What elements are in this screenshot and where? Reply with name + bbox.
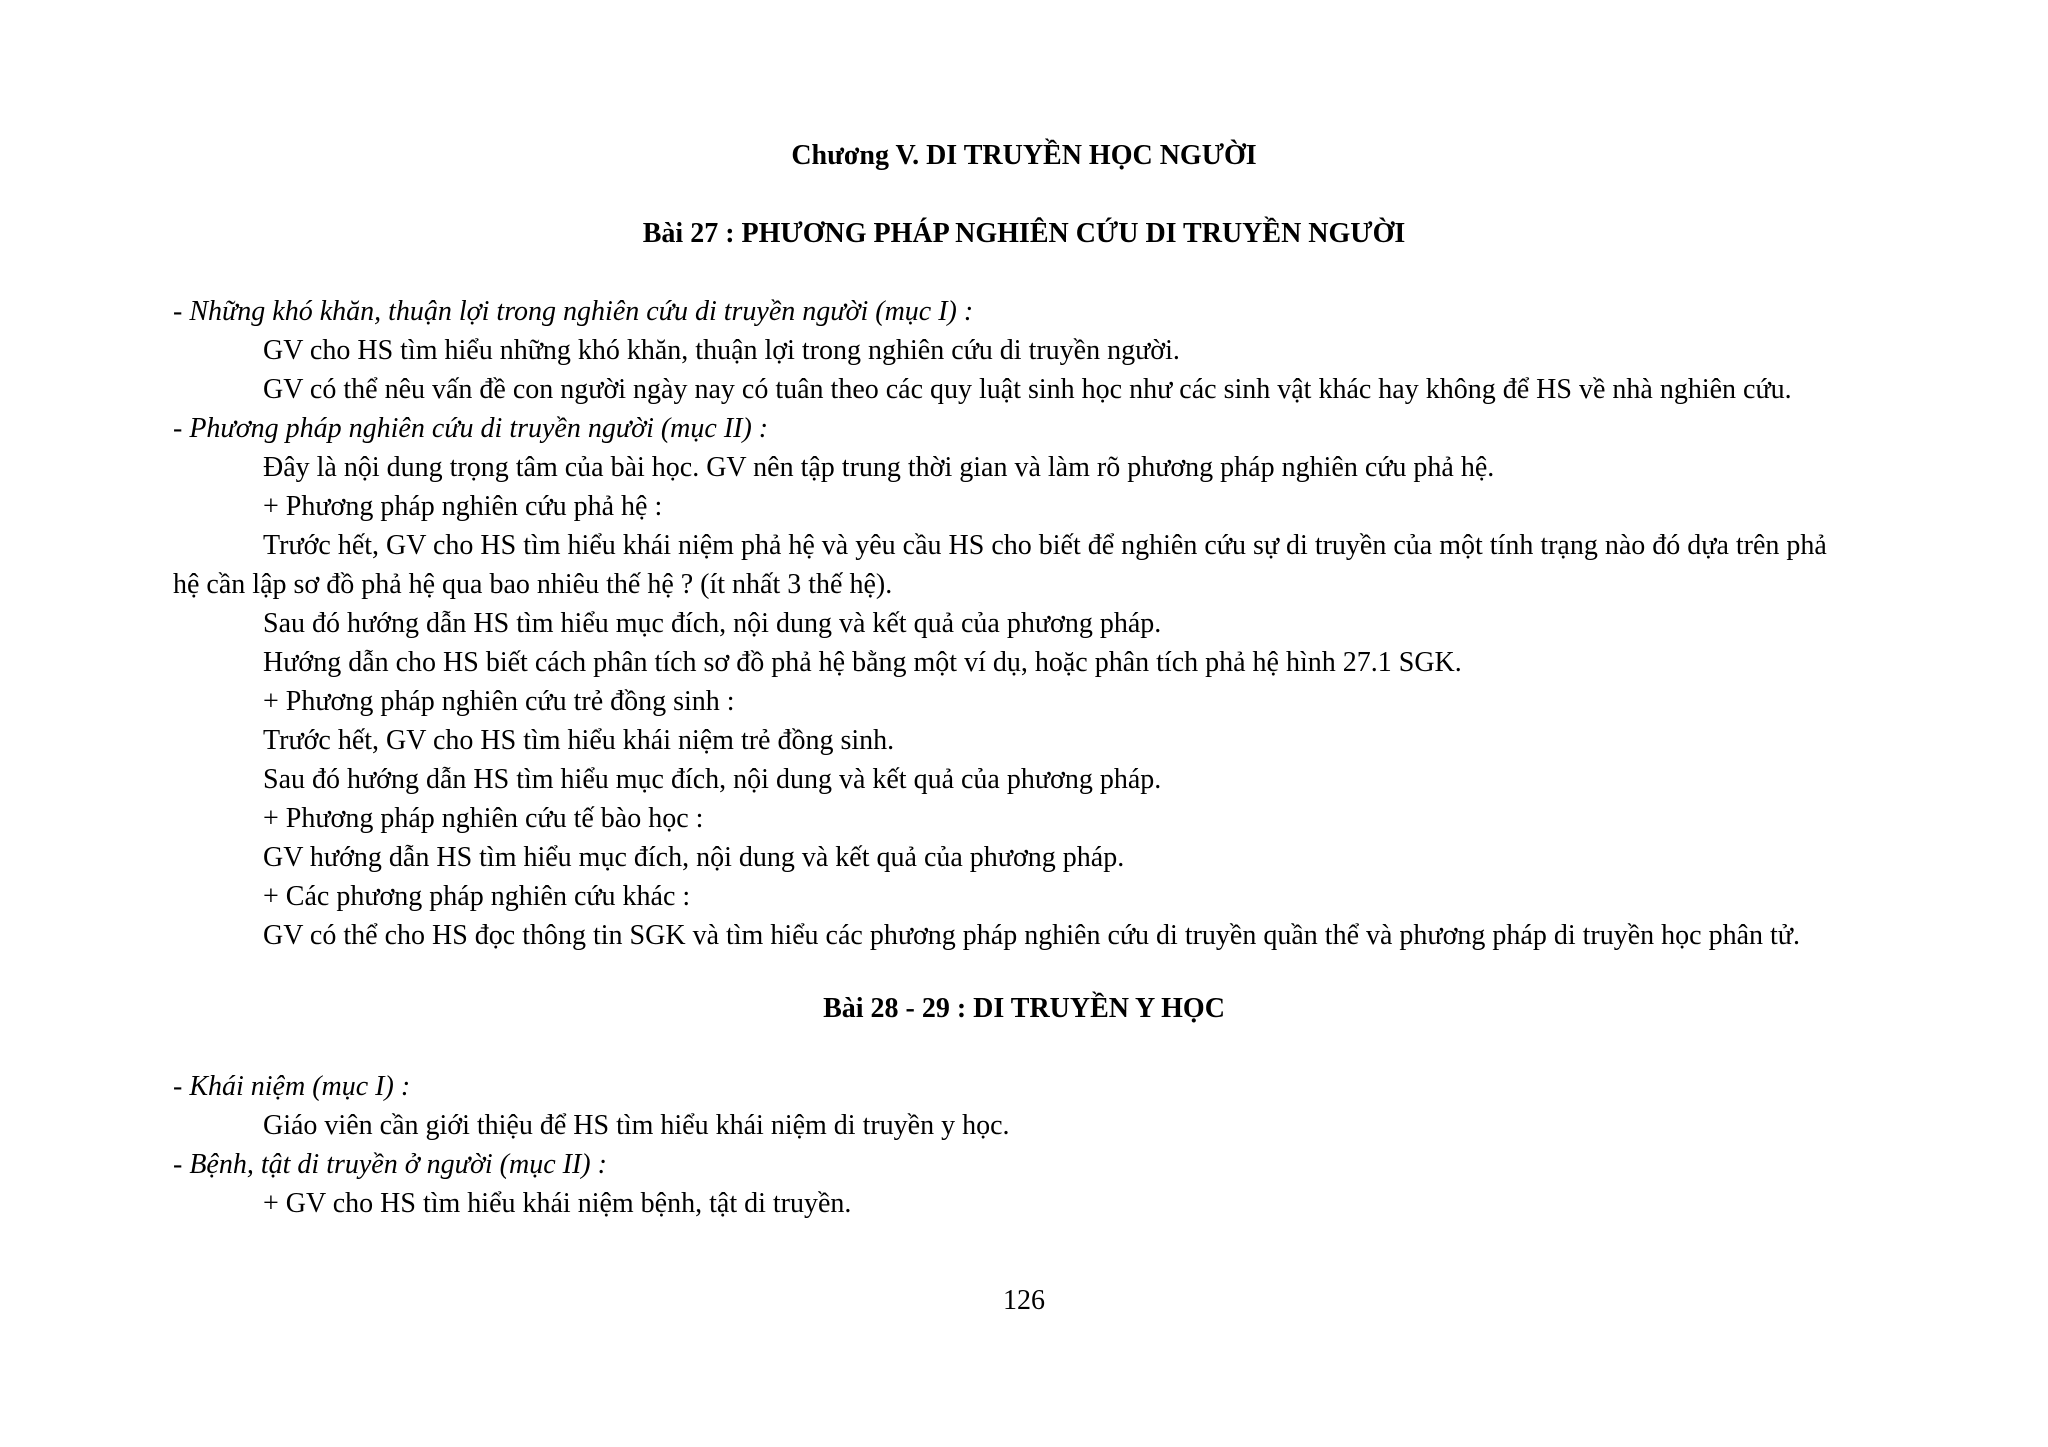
paragraph-line: Hướng dẫn cho HS biết cách phân tích sơ đồ phả hệ bằng một ví dụ, hoặc phân tích phả hệ hình 27.1 SGK.	[263, 647, 1462, 678]
method-heading-twins: + Phương pháp nghiên cứu trẻ đồng sinh :	[263, 686, 735, 717]
method-heading-cytology: + Phương pháp nghiên cứu tế bào học :	[263, 803, 704, 834]
section-heading-diseases: - Bệnh, tật di truyền ở người (mục II) :	[173, 1149, 607, 1180]
paragraph-line: + GV cho HS tìm hiểu khái niệm bệnh, tật di truyền.	[263, 1188, 852, 1219]
paragraph-line: Sau đó hướng dẫn HS tìm hiểu mục đích, nội dung và kết quả của phương pháp.	[263, 608, 1162, 639]
page-number: 126	[1003, 1285, 1045, 1316]
lesson-28-29-title: Bài 28 - 29 : DI TRUYỀN Y HỌC	[823, 993, 1225, 1024]
paragraph-line: hệ cần lập sơ đồ phả hệ qua bao nhiêu thế hệ ? (ít nhất 3 thế hệ).	[173, 569, 893, 600]
paragraph-line: Đây là nội dung trọng tâm của bài học. GV nên tập trung thời gian và làm rõ phương pháp nghiên cứu phả hệ.	[263, 452, 1495, 483]
method-heading-pedigree: + Phương pháp nghiên cứu phả hệ :	[263, 491, 663, 522]
lesson-27-title: Bài 27 : PHƯƠNG PHÁP NGHIÊN CỨU DI TRUYỀN NGƯỜI	[642, 218, 1406, 249]
paragraph-line: GV hướng dẫn HS tìm hiểu mục đích, nội dung và kết quả của phương pháp.	[263, 842, 1125, 873]
section-heading-concept: - Khái niệm (mục I) :	[173, 1071, 411, 1102]
paragraph-line: Giáo viên cần giới thiệu để HS tìm hiểu khái niệm di truyền y học.	[263, 1110, 1010, 1141]
paragraph-line: Trước hết, GV cho HS tìm hiểu khái niệm phả hệ và yêu cầu HS cho biết để nghiên cứu sự di truyền của một tính trạng nào đó dựa trên phả	[263, 530, 1827, 561]
paragraph-line: GV cho HS tìm hiểu những khó khăn, thuận lợi trong nghiên cứu di truyền người.	[263, 335, 1180, 366]
method-heading-other: + Các phương pháp nghiên cứu khác :	[263, 881, 691, 912]
paragraph-line: GV có thể cho HS đọc thông tin SGK và tìm hiểu các phương pháp nghiên cứu di truyền quần thể và phương pháp di truyền học phân tử.	[263, 920, 1800, 951]
chapter-title: Chương V. DI TRUYỀN HỌC NGƯỜI	[791, 140, 1257, 171]
section-heading-difficulties: - Những khó khăn, thuận lợi trong nghiên cứu di truyền người (mục I) :	[173, 296, 974, 327]
paragraph-line: Sau đó hướng dẫn HS tìm hiểu mục đích, nội dung và kết quả của phương pháp.	[263, 764, 1162, 795]
paragraph-line: GV có thể nêu vấn đề con người ngày nay có tuân theo các quy luật sinh học như các sinh vật khác hay không để HS về nhà nghiên cứu.	[263, 374, 1792, 405]
paragraph-line: Trước hết, GV cho HS tìm hiểu khái niệm trẻ đồng sinh.	[263, 725, 895, 756]
section-heading-methods: - Phương pháp nghiên cứu di truyền người (mục II) :	[173, 413, 769, 444]
